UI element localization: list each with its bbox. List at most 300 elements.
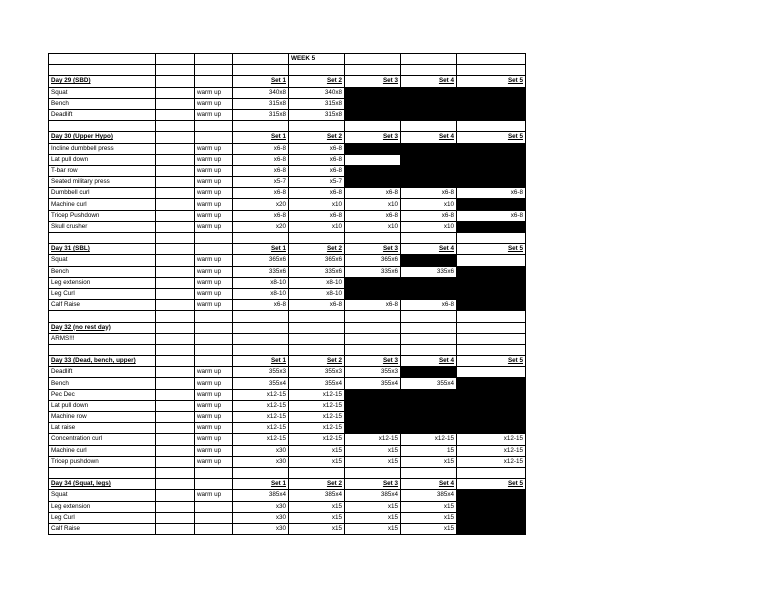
empty-cell[interactable]: [156, 76, 195, 87]
set-value[interactable]: 365x6: [345, 255, 401, 266]
set-value[interactable]: 355x4: [289, 378, 345, 389]
empty-cell[interactable]: [401, 54, 457, 65]
empty-cell[interactable]: [156, 356, 195, 367]
set-value[interactable]: 355x4: [345, 378, 401, 389]
day-title[interactable]: Day 33 (Dead, bench, upper): [49, 356, 156, 367]
set-value[interactable]: x12-15: [289, 389, 345, 400]
empty-cell[interactable]: [156, 490, 195, 501]
set-value[interactable]: x12-15: [233, 389, 289, 400]
empty-cell[interactable]: [289, 322, 345, 333]
empty-cell[interactable]: [195, 121, 233, 132]
set-value[interactable]: x12-15: [457, 434, 526, 445]
empty-cell[interactable]: [156, 378, 195, 389]
empty-cell[interactable]: [49, 233, 156, 244]
set-value[interactable]: 315x8: [289, 109, 345, 120]
empty-cell[interactable]: [401, 65, 457, 76]
day-title[interactable]: Day 31 (SBL): [49, 244, 156, 255]
set-value[interactable]: 340x8: [233, 87, 289, 98]
empty-cell[interactable]: [233, 311, 289, 322]
empty-cell[interactable]: [156, 255, 195, 266]
set-header[interactable]: Set 2: [289, 479, 345, 490]
set-value[interactable]: x12-15: [233, 423, 289, 434]
exercise-name[interactable]: Bench: [49, 98, 156, 109]
exercise-name[interactable]: Calf Raise: [49, 523, 156, 534]
set-value[interactable]: 385x4: [401, 490, 457, 501]
empty-cell[interactable]: [195, 54, 233, 65]
empty-cell[interactable]: [156, 344, 195, 355]
warm-up-cell[interactable]: warm up: [195, 109, 233, 120]
empty-cell[interactable]: [233, 54, 289, 65]
warm-up-cell[interactable]: warm up: [195, 277, 233, 288]
set-header[interactable]: Set 1: [233, 479, 289, 490]
empty-cell[interactable]: [457, 333, 526, 344]
week-title[interactable]: WEEK 5: [289, 54, 345, 65]
empty-cell[interactable]: [156, 154, 195, 165]
blocked-cell[interactable]: [457, 501, 526, 512]
empty-cell[interactable]: [156, 266, 195, 277]
blocked-cell[interactable]: [457, 199, 526, 210]
empty-cell[interactable]: [289, 311, 345, 322]
exercise-name[interactable]: Incline dumbbell press: [49, 143, 156, 154]
empty-cell[interactable]: [156, 367, 195, 378]
empty-cell[interactable]: [156, 445, 195, 456]
blocked-cell[interactable]: [345, 109, 401, 120]
blocked-cell[interactable]: [457, 412, 526, 423]
set-header[interactable]: Set 3: [345, 244, 401, 255]
empty-cell[interactable]: [195, 65, 233, 76]
blocked-cell[interactable]: [345, 423, 401, 434]
warm-up-cell[interactable]: warm up: [195, 378, 233, 389]
empty-cell[interactable]: [156, 389, 195, 400]
empty-cell[interactable]: [345, 467, 401, 478]
blocked-cell[interactable]: [345, 98, 401, 109]
warm-up-cell[interactable]: warm up: [195, 188, 233, 199]
blocked-cell[interactable]: [457, 288, 526, 299]
exercise-name[interactable]: Dumbbell curl: [49, 188, 156, 199]
blocked-cell[interactable]: [457, 378, 526, 389]
blocked-cell[interactable]: [457, 389, 526, 400]
blocked-cell[interactable]: [401, 255, 457, 266]
empty-cell[interactable]: [457, 311, 526, 322]
set-value[interactable]: 365x6: [289, 255, 345, 266]
exercise-name[interactable]: Machine row: [49, 412, 156, 423]
exercise-name[interactable]: Squat: [49, 490, 156, 501]
blocked-cell[interactable]: [401, 412, 457, 423]
set-value[interactable]: x12-15: [345, 434, 401, 445]
empty-cell[interactable]: [195, 322, 233, 333]
empty-cell[interactable]: [49, 311, 156, 322]
set-value[interactable]: x30: [233, 501, 289, 512]
empty-cell[interactable]: [195, 467, 233, 478]
set-header[interactable]: Set 1: [233, 356, 289, 367]
blocked-cell[interactable]: [457, 423, 526, 434]
warm-up-cell[interactable]: warm up: [195, 143, 233, 154]
set-value[interactable]: x6-8: [289, 165, 345, 176]
empty-cell[interactable]: [289, 333, 345, 344]
set-header[interactable]: Set 1: [233, 244, 289, 255]
exercise-name[interactable]: Machine curl: [49, 199, 156, 210]
set-value[interactable]: x6-8: [289, 154, 345, 165]
empty-cell[interactable]: [401, 322, 457, 333]
empty-cell[interactable]: [195, 233, 233, 244]
exercise-name[interactable]: Machine curl: [49, 445, 156, 456]
empty-cell[interactable]: [401, 311, 457, 322]
empty-cell[interactable]: [233, 344, 289, 355]
empty-cell[interactable]: [401, 121, 457, 132]
blocked-cell[interactable]: [457, 266, 526, 277]
set-value[interactable]: x5-7: [233, 177, 289, 188]
set-value[interactable]: 355x3: [233, 367, 289, 378]
empty-cell[interactable]: [156, 277, 195, 288]
blocked-cell[interactable]: [401, 400, 457, 411]
warm-up-cell[interactable]: warm up: [195, 490, 233, 501]
blocked-cell[interactable]: [457, 143, 526, 154]
set-header[interactable]: Set 3: [345, 76, 401, 87]
exercise-name[interactable]: Concentration curl: [49, 434, 156, 445]
empty-cell[interactable]: [156, 65, 195, 76]
set-value[interactable]: x6-8: [401, 210, 457, 221]
blocked-cell[interactable]: [457, 512, 526, 523]
blocked-cell[interactable]: [345, 400, 401, 411]
set-header[interactable]: Set 3: [345, 132, 401, 143]
set-value[interactable]: x30: [233, 456, 289, 467]
set-header[interactable]: Set 4: [401, 356, 457, 367]
warm-up-cell[interactable]: warm up: [195, 434, 233, 445]
empty-cell[interactable]: [156, 467, 195, 478]
empty-cell[interactable]: [156, 244, 195, 255]
empty-cell[interactable]: [345, 65, 401, 76]
set-header[interactable]: Set 5: [457, 356, 526, 367]
exercise-name[interactable]: Lat pull down: [49, 400, 156, 411]
empty-cell[interactable]: [195, 311, 233, 322]
set-value[interactable]: 385x4: [233, 490, 289, 501]
empty-cell[interactable]: [195, 76, 233, 87]
empty-cell[interactable]: [345, 311, 401, 322]
blocked-cell[interactable]: [345, 177, 401, 188]
set-value[interactable]: x12-15: [457, 456, 526, 467]
blocked-cell[interactable]: [345, 143, 401, 154]
warm-up-cell[interactable]: warm up: [195, 154, 233, 165]
set-header[interactable]: Set 4: [401, 244, 457, 255]
empty-cell[interactable]: [156, 132, 195, 143]
exercise-name[interactable]: Deadlift: [49, 109, 156, 120]
set-value[interactable]: x10: [345, 199, 401, 210]
empty-cell[interactable]: [156, 109, 195, 120]
set-value[interactable]: x15: [289, 501, 345, 512]
set-header[interactable]: Set 2: [289, 76, 345, 87]
set-header[interactable]: Set 5: [457, 132, 526, 143]
set-header[interactable]: Set 4: [401, 479, 457, 490]
set-value[interactable]: 335x6: [401, 266, 457, 277]
empty-cell[interactable]: [345, 154, 401, 165]
set-value[interactable]: x6-8: [345, 210, 401, 221]
warm-up-cell[interactable]: warm up: [195, 423, 233, 434]
empty-cell[interactable]: [195, 132, 233, 143]
exercise-name[interactable]: Lat raise: [49, 423, 156, 434]
set-value[interactable]: x15: [345, 501, 401, 512]
empty-cell[interactable]: [156, 479, 195, 490]
empty-cell[interactable]: [457, 65, 526, 76]
set-header[interactable]: Set 1: [233, 132, 289, 143]
exercise-name[interactable]: Leg Curl: [49, 512, 156, 523]
empty-cell[interactable]: [457, 344, 526, 355]
empty-cell[interactable]: [156, 233, 195, 244]
set-value[interactable]: x6-8: [233, 300, 289, 311]
set-value[interactable]: x12-15: [233, 412, 289, 423]
exercise-name[interactable]: Leg extension: [49, 277, 156, 288]
empty-cell[interactable]: [156, 87, 195, 98]
warm-up-cell[interactable]: warm up: [195, 400, 233, 411]
empty-cell[interactable]: [49, 65, 156, 76]
set-header[interactable]: Set 5: [457, 244, 526, 255]
set-value[interactable]: x15: [401, 501, 457, 512]
empty-cell[interactable]: [156, 512, 195, 523]
blocked-cell[interactable]: [457, 177, 526, 188]
set-value[interactable]: x12-15: [457, 445, 526, 456]
set-value[interactable]: x15: [345, 445, 401, 456]
exercise-name[interactable]: Calf Raise: [49, 300, 156, 311]
empty-cell[interactable]: [457, 467, 526, 478]
empty-cell[interactable]: [233, 322, 289, 333]
set-value[interactable]: x10: [401, 221, 457, 232]
day-title[interactable]: Day 34 (Squat, legs): [49, 479, 156, 490]
set-value[interactable]: x12-15: [233, 434, 289, 445]
empty-cell[interactable]: [156, 177, 195, 188]
empty-cell[interactable]: [233, 65, 289, 76]
set-header[interactable]: Set 3: [345, 356, 401, 367]
empty-cell[interactable]: [49, 121, 156, 132]
empty-cell[interactable]: [233, 121, 289, 132]
set-value[interactable]: 315x8: [233, 98, 289, 109]
day-title[interactable]: Day 32 (no rest day): [49, 322, 156, 333]
blocked-cell[interactable]: [401, 98, 457, 109]
set-value[interactable]: x15: [289, 456, 345, 467]
empty-cell[interactable]: [195, 344, 233, 355]
exercise-name[interactable]: Squat: [49, 255, 156, 266]
set-value[interactable]: x8-10: [289, 277, 345, 288]
set-value[interactable]: x6-8: [233, 188, 289, 199]
blocked-cell[interactable]: [401, 109, 457, 120]
set-value[interactable]: 315x8: [233, 109, 289, 120]
empty-cell[interactable]: [49, 467, 156, 478]
blocked-cell[interactable]: [401, 177, 457, 188]
set-value[interactable]: 385x4: [345, 490, 401, 501]
empty-cell[interactable]: [457, 233, 526, 244]
exercise-name[interactable]: ARMS!!!: [49, 333, 156, 344]
set-value[interactable]: 15: [401, 445, 457, 456]
exercise-name[interactable]: Bench: [49, 378, 156, 389]
set-value[interactable]: x6-8: [233, 143, 289, 154]
set-value[interactable]: x30: [233, 523, 289, 534]
warm-up-cell[interactable]: warm up: [195, 210, 233, 221]
warm-up-cell[interactable]: warm up: [195, 255, 233, 266]
empty-cell[interactable]: [156, 400, 195, 411]
empty-cell[interactable]: [195, 479, 233, 490]
empty-cell[interactable]: [457, 121, 526, 132]
blocked-cell[interactable]: [401, 154, 457, 165]
exercise-name[interactable]: Leg Curl: [49, 288, 156, 299]
set-header[interactable]: Set 2: [289, 132, 345, 143]
set-header[interactable]: Set 2: [289, 244, 345, 255]
empty-cell[interactable]: [289, 233, 345, 244]
set-header[interactable]: Set 4: [401, 76, 457, 87]
empty-cell[interactable]: [156, 434, 195, 445]
warm-up-cell[interactable]: warm up: [195, 165, 233, 176]
set-value[interactable]: x10: [289, 199, 345, 210]
set-value[interactable]: x12-15: [289, 434, 345, 445]
warm-up-cell[interactable]: warm up: [195, 412, 233, 423]
warm-up-cell[interactable]: warm up: [195, 266, 233, 277]
set-value[interactable]: x12-15: [401, 434, 457, 445]
empty-cell[interactable]: [49, 54, 156, 65]
empty-cell[interactable]: [156, 54, 195, 65]
empty-cell[interactable]: [289, 121, 345, 132]
set-value[interactable]: x15: [345, 512, 401, 523]
set-value[interactable]: x30: [233, 512, 289, 523]
empty-cell[interactable]: [156, 288, 195, 299]
empty-cell[interactable]: [457, 54, 526, 65]
set-header[interactable]: Set 5: [457, 479, 526, 490]
blocked-cell[interactable]: [401, 288, 457, 299]
set-value[interactable]: x15: [401, 456, 457, 467]
exercise-name[interactable]: Seated military press: [49, 177, 156, 188]
exercise-name[interactable]: T-bar row: [49, 165, 156, 176]
empty-cell[interactable]: [156, 333, 195, 344]
exercise-name[interactable]: Tricep pushdown: [49, 456, 156, 467]
set-value[interactable]: x12-15: [289, 423, 345, 434]
set-value[interactable]: x5-7: [289, 177, 345, 188]
empty-cell[interactable]: [156, 423, 195, 434]
set-header[interactable]: Set 2: [289, 356, 345, 367]
warm-up-cell[interactable]: warm up: [195, 177, 233, 188]
set-value[interactable]: x6-8: [345, 188, 401, 199]
empty-cell[interactable]: [233, 233, 289, 244]
set-value[interactable]: x10: [401, 199, 457, 210]
blocked-cell[interactable]: [345, 389, 401, 400]
empty-cell[interactable]: [49, 344, 156, 355]
blocked-cell[interactable]: [457, 490, 526, 501]
empty-cell[interactable]: [156, 523, 195, 534]
day-title[interactable]: Day 29 (SBD): [49, 76, 156, 87]
set-value[interactable]: x20: [233, 199, 289, 210]
blocked-cell[interactable]: [401, 165, 457, 176]
blocked-cell[interactable]: [457, 98, 526, 109]
blocked-cell[interactable]: [457, 154, 526, 165]
set-value[interactable]: x20: [233, 221, 289, 232]
blocked-cell[interactable]: [401, 277, 457, 288]
blocked-cell[interactable]: [457, 300, 526, 311]
set-value[interactable]: 355x3: [345, 367, 401, 378]
empty-cell[interactable]: [345, 344, 401, 355]
empty-cell[interactable]: [156, 221, 195, 232]
empty-cell[interactable]: [195, 523, 233, 534]
blocked-cell[interactable]: [345, 288, 401, 299]
blocked-cell[interactable]: [401, 87, 457, 98]
warm-up-cell[interactable]: warm up: [195, 87, 233, 98]
set-value[interactable]: x6-8: [401, 300, 457, 311]
empty-cell[interactable]: [195, 333, 233, 344]
blocked-cell[interactable]: [457, 523, 526, 534]
set-value[interactable]: x15: [289, 523, 345, 534]
blocked-cell[interactable]: [345, 277, 401, 288]
set-value[interactable]: x10: [289, 221, 345, 232]
empty-cell[interactable]: [195, 356, 233, 367]
blocked-cell[interactable]: [401, 143, 457, 154]
blocked-cell[interactable]: [345, 412, 401, 423]
set-value[interactable]: x6-8: [401, 188, 457, 199]
set-value[interactable]: x6-8: [289, 210, 345, 221]
set-value[interactable]: x15: [345, 523, 401, 534]
exercise-name[interactable]: Deadlift: [49, 367, 156, 378]
empty-cell[interactable]: [156, 300, 195, 311]
set-header[interactable]: Set 3: [345, 479, 401, 490]
empty-cell[interactable]: [156, 165, 195, 176]
empty-cell[interactable]: [345, 333, 401, 344]
set-value[interactable]: x8-10: [289, 288, 345, 299]
set-value[interactable]: x6-8: [457, 188, 526, 199]
empty-cell[interactable]: [195, 512, 233, 523]
empty-cell[interactable]: [195, 244, 233, 255]
set-value[interactable]: 355x3: [289, 367, 345, 378]
set-value[interactable]: x8-10: [233, 277, 289, 288]
set-value[interactable]: x6-8: [233, 165, 289, 176]
empty-cell[interactable]: [156, 412, 195, 423]
set-value[interactable]: x6-8: [233, 154, 289, 165]
set-value[interactable]: x15: [289, 445, 345, 456]
empty-cell[interactable]: [345, 54, 401, 65]
set-value[interactable]: x15: [345, 456, 401, 467]
warm-up-cell[interactable]: warm up: [195, 199, 233, 210]
empty-cell[interactable]: [233, 467, 289, 478]
warm-up-cell[interactable]: warm up: [195, 98, 233, 109]
empty-cell[interactable]: [401, 233, 457, 244]
warm-up-cell[interactable]: warm up: [195, 288, 233, 299]
exercise-name[interactable]: Squat: [49, 87, 156, 98]
exercise-name[interactable]: Bench: [49, 266, 156, 277]
set-value[interactable]: x12-15: [233, 400, 289, 411]
empty-cell[interactable]: [233, 333, 289, 344]
empty-cell[interactable]: [195, 501, 233, 512]
set-header[interactable]: Set 1: [233, 76, 289, 87]
set-value[interactable]: 335x6: [289, 266, 345, 277]
exercise-name[interactable]: Leg extension: [49, 501, 156, 512]
blocked-cell[interactable]: [457, 87, 526, 98]
empty-cell[interactable]: [401, 344, 457, 355]
blocked-cell[interactable]: [457, 400, 526, 411]
set-value[interactable]: x12-15: [289, 412, 345, 423]
set-value[interactable]: 335x6: [233, 266, 289, 277]
set-value[interactable]: 385x4: [289, 490, 345, 501]
set-value[interactable]: x30: [233, 445, 289, 456]
empty-cell[interactable]: [401, 333, 457, 344]
exercise-name[interactable]: Pec Dec: [49, 389, 156, 400]
empty-cell[interactable]: [156, 501, 195, 512]
empty-cell[interactable]: [156, 188, 195, 199]
set-value[interactable]: x10: [345, 221, 401, 232]
blocked-cell[interactable]: [457, 277, 526, 288]
set-value[interactable]: x15: [401, 512, 457, 523]
set-value[interactable]: 355x4: [233, 378, 289, 389]
empty-cell[interactable]: [345, 233, 401, 244]
empty-cell[interactable]: [457, 255, 526, 266]
set-header[interactable]: Set 5: [457, 76, 526, 87]
set-value[interactable]: 365x6: [233, 255, 289, 266]
set-value[interactable]: x6-8: [457, 210, 526, 221]
warm-up-cell[interactable]: warm up: [195, 445, 233, 456]
day-title[interactable]: Day 30 (Upper Hypo): [49, 132, 156, 143]
empty-cell[interactable]: [156, 210, 195, 221]
empty-cell[interactable]: [457, 367, 526, 378]
